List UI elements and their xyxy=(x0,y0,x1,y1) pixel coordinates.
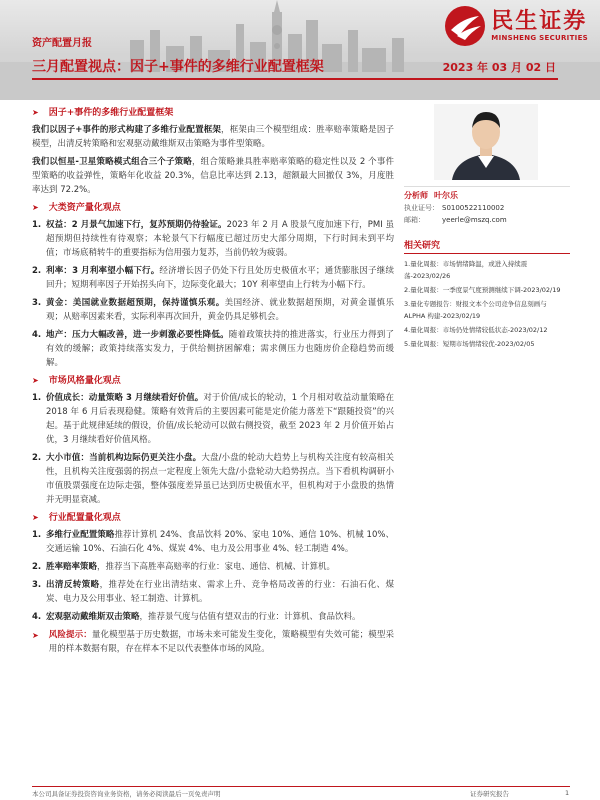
arrow-icon: ➤ xyxy=(32,203,39,212)
list-item: 2. 利率：3 月利率望小幅下行。经济增长因子仍处下行且处历史极值水平；通货膨胀因子继续回升；短期利率因子开始拐头向下，边际变化最大；10Y 利率望由上行转为小幅下行。 xyxy=(32,266,394,290)
related-item[interactable]: 2.量化周报：一季度景气度预测继续下调-2023/02/19 xyxy=(404,286,561,294)
risk-warning: ➤ 风险提示：量化模型基于历史数据，市场未来可能发生变化，策略模型有失效可能；模型采用的样本数据有限，存在样本不足以代表整体市场的风险。 xyxy=(32,630,394,654)
list-item: 4. 地产：压力大幅改善，进一步刺激必要性降低。随着政策扶持的推进落实，行业压力得到了有效的缓解；政策持续落实发力，于供给侧挤困解难；需求侧压力也随房价企稳趋势而缓解。 xyxy=(32,330,394,368)
list-item: 3. 黄金：美国就业数据超预期，保持谨慎乐观。美国经济、就业数据超预期，对黄金谨慎乐观；从赔率因素来看，实际利率再次回升，黄金仍具足够机会。 xyxy=(32,298,394,322)
related-item[interactable]: 1.量化周报：市场情绪降温，或进入持续震荡-2023/02/26 xyxy=(404,260,528,280)
list-item: 2. 大小市值：当前机构边际仍更关注小盘。大盘/小盘的轮动大趋势上与机构关注度有较高相关性，且机构关注度强弱的拐点一定程度上领先大盘/小盘轮动大趋势拐点。当下看机构调研小市值股票强度在边际走强，整体强度差异虽已达到历史极值水平，但机构对于小盘股的热情并无明显衰减。 xyxy=(32,453,394,505)
title-divider xyxy=(32,78,558,80)
page-title: 三月配置视点：因子+事件的多维行业配置框架 xyxy=(32,59,324,75)
related-item[interactable]: 4.量化周报：市场仍处情绪较低状态-2023/02/12 xyxy=(404,326,548,334)
section-heading: ➤ 因子+事件的多维行业配置框架 xyxy=(32,108,174,118)
analyst-name: 叶尔乐 xyxy=(434,191,458,200)
minsheng-logo xyxy=(443,4,588,48)
minsheng-logo-icon xyxy=(443,4,487,48)
section-heading: ➤ 大类资产量化观点 xyxy=(32,203,121,213)
section-heading: ➤ 市场风格量化观点 xyxy=(32,376,121,386)
list-item: 1. 价值成长：动量策略 3 月继续看好价值。对于价值/成长的轮动，1 个月相对收益动量策略在 2018 年 6 月后表现稳健。策略有效背后的主要因素可能是定价能力落差下“跟随投资”的兴起。基于此规律延续的假设，价值/成长轮动可以做右侧投资，截至 2023 年 2 月价值开始占优，3 月继续看好价值风格。 xyxy=(32,393,394,445)
list-item: 4. 宏观驱动戴维斯双击策略，推荐景气度与估值有望双击的行业：计算机、食品饮料。 xyxy=(32,612,361,622)
related-item[interactable]: 5.量化周报：短期市场情绪较优-2023/02/05 xyxy=(404,340,535,348)
main-content xyxy=(32,104,394,660)
report-type: 资产配置月报 xyxy=(32,38,92,49)
footer-disclaimer: 本公司具备证券投资咨询业务资格，请务必阅读最后一页免责声明 xyxy=(32,790,221,798)
analyst-photo xyxy=(434,104,538,180)
analyst-info: 分析师 叶尔乐 执业证号： S0100522110002 邮箱： yeerle@mszq.com xyxy=(404,186,570,226)
paragraph: 我们以因子+事件的形式构建了多维行业配置框架，框架由三个模型组成：胜率赔率策略是因子模型，出清反转策略和宏观驱动戴维斯双击策略为事件型策略。 xyxy=(32,125,394,149)
arrow-icon: ➤ xyxy=(32,376,39,385)
page-number: 1 xyxy=(565,789,570,797)
sidebar xyxy=(404,104,570,352)
analyst-email-link[interactable]: yeerle@mszq.com xyxy=(442,216,507,224)
list-item: 1. 多维行业配置策略推荐计算机 24%、食品饮料 20%、家电 10%、通信 10%、机械 10%、交通运输 10%、石油石化 4%、煤炭 4%、电力及公用事业 4%、轻工制造 4%。 xyxy=(32,530,394,554)
footer-divider xyxy=(32,786,570,787)
report-date: 2023 年 03 月 02 日 xyxy=(442,61,556,74)
list-item: 3. 出清反转策略，推荐处在行业出清结束、需求上升、竞争格局改善的行业：石油石化、煤炭、电力及公用事业、轻工制造、计算机。 xyxy=(32,580,394,604)
related-research-heading: 相关研究 xyxy=(404,238,570,254)
list-item: 1. 权益：2 月景气加速下行，复苏预期仍待验证。2023 年 2 月 A 股景气度加速下行，PMI 虽超预期但持续性有待观察；本轮景气下行幅度已超过历史大部分周期，下行时间未到平均值；市场底稍转牛的重要指标为信用强力复苏，当前仍较为疲弱。 xyxy=(32,220,394,258)
arrow-icon: ➤ xyxy=(32,513,39,522)
arrow-icon: ➤ xyxy=(32,631,39,640)
logo-cn-text: 民生证券 xyxy=(491,9,588,34)
logo-en-text: MINSHENG SECURITIES xyxy=(491,34,588,42)
arrow-icon: ➤ xyxy=(32,108,39,117)
header-banner xyxy=(0,0,600,100)
related-research-list xyxy=(404,258,570,350)
list-item: 2. 胜率赔率策略，推荐当下高胜率高赔率的行业：家电、通信、机械、计算机。 xyxy=(32,562,336,572)
section-heading: ➤ 行业配置量化观点 xyxy=(32,513,121,523)
footer-report-label: 证券研究报告 xyxy=(470,790,509,798)
paragraph: 我们以恒星-卫星策略模式组合三个子策略，组合策略兼具胜率赔率策略的稳定性以及 2 个事件型策略的收益弹性，策略年化收益 20.3%，信息比率达到 2.13，超额最大回撤仅 3%，月度胜率达到 72.2%。 xyxy=(32,157,394,195)
related-item[interactable]: 3.量化专题报告：财报文本个公司竞争信息刻画与 ALPHA 构建-2023/02/19 xyxy=(404,300,547,320)
